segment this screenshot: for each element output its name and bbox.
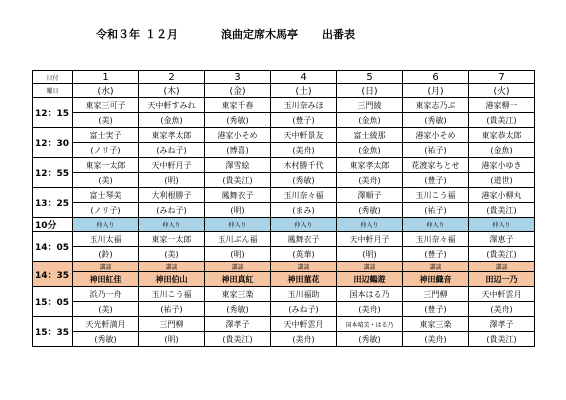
performer-name: 国本はる乃 [337, 287, 403, 302]
intermission-label: 仲入り [271, 218, 337, 232]
accompanist-name: (祐子) [139, 302, 205, 317]
accompanist-name: (金魚) [337, 113, 403, 128]
performer-name: 東家三可子 [73, 98, 139, 113]
day-number: 3 [205, 71, 271, 84]
accompanist-name: (祐子) [403, 203, 469, 218]
intermission-label: 仲入り [205, 218, 271, 232]
accompanist-name: (みね子) [139, 143, 205, 158]
slot-name-row [33, 287, 535, 302]
day-of-week: (火) [469, 84, 535, 98]
performer-name: 鳳舞衣子 [205, 188, 271, 203]
slot-accompanist-row [33, 203, 535, 218]
performer-name: 天中軒雲月 [469, 287, 535, 302]
slot-time: 12：55 [33, 158, 73, 188]
day-of-week: (水) [73, 84, 139, 98]
day-number: 5 [337, 71, 403, 84]
header-date-row [33, 71, 535, 84]
accompanist-name: (豊子) [403, 302, 469, 317]
performer-name: 玉川こう福 [403, 188, 469, 203]
slot-accompanist-row [33, 302, 535, 317]
performer-name: 天中軒雲月 [271, 317, 337, 332]
performer-name: 港家小そめ [205, 128, 271, 143]
accompanist-name: (美舟) [403, 332, 469, 347]
kodan-tag: 講談 [469, 262, 535, 272]
kodan-tag: 講談 [139, 262, 205, 272]
accompanist-name: (豊子) [403, 247, 469, 262]
accompanist-name: (明) [139, 332, 205, 347]
day-number: 2 [139, 71, 205, 84]
weekday-label: 曜日 [33, 84, 73, 98]
slot-accompanist-row [33, 143, 535, 158]
accompanist-name: (美舟) [271, 143, 337, 158]
accompanist-name: (みね子) [139, 203, 205, 218]
performer-name: 東家千春 [205, 98, 271, 113]
accompanist-name: (秀敏) [337, 332, 403, 347]
accompanist-name: (豊子) [403, 173, 469, 188]
performer-name: 澤順子 [337, 188, 403, 203]
accompanist-name: (金魚) [139, 113, 205, 128]
performer-name: 木村勝千代 [271, 158, 337, 173]
performer-name: 澤雪絵 [205, 158, 271, 173]
accompanist-name: (美) [73, 113, 139, 128]
slot-accompanist-row [33, 332, 535, 347]
performer-name: 澤恵子 [469, 232, 535, 247]
performer-name: 玉川福助 [271, 287, 337, 302]
accompanist-name: (ノリ子) [73, 203, 139, 218]
day-of-week: (土) [271, 84, 337, 98]
day-number: 4 [271, 71, 337, 84]
intermission-row [33, 218, 535, 232]
kodan-performer: 神田伯山 [139, 272, 205, 287]
performer-name: 港家小そめ [403, 128, 469, 143]
accompanist-name: (秀敏) [205, 302, 271, 317]
kodan-performer: 神田織音 [403, 272, 469, 287]
accompanist-name: (明) [205, 247, 271, 262]
slot-time: 12：30 [33, 128, 73, 158]
header-weekday-row [33, 84, 535, 98]
accompanist-name: (まみ) [271, 203, 337, 218]
performer-name: 富士綾那 [337, 128, 403, 143]
kodan-tag: 講談 [271, 262, 337, 272]
performer-name: 東家志乃ぶ [403, 98, 469, 113]
accompanist-name: (秀敏) [205, 113, 271, 128]
performer-name: 天中軒月子 [139, 158, 205, 173]
kodan-performer: 神田紅佳 [73, 272, 139, 287]
performer-name: 港家柳一 [469, 98, 535, 113]
accompanist-name: (鈴) [73, 247, 139, 262]
accompanist-name: (金魚) [337, 143, 403, 158]
performer-name: 港家小柳丸 [469, 188, 535, 203]
performer-name: 花渡家ちとせ [403, 158, 469, 173]
accompanist-name: (美) [73, 302, 139, 317]
performer-name: 玉川奈みほ [271, 98, 337, 113]
accompanist-name: (美) [139, 247, 205, 262]
performer-name: 玉川こう福 [139, 287, 205, 302]
performer-name: 東家恭太郎 [469, 128, 535, 143]
accompanist-name: (秀敏) [73, 332, 139, 347]
performer-name: 港家小ゆき [469, 158, 535, 173]
accompanist-name: (明) [205, 203, 271, 218]
kodan-time: 14：35 [33, 262, 73, 287]
accompanist-name: (金魚) [469, 143, 535, 158]
day-of-week: (月) [403, 84, 469, 98]
accompanist-name: (美舟) [271, 332, 337, 347]
kodan-tag: 講談 [337, 262, 403, 272]
slot-name-row [33, 98, 535, 113]
performer-name: 玉川太福 [73, 232, 139, 247]
performer-name: 東家一太郎 [139, 232, 205, 247]
accompanist-name: (秀敏) [271, 173, 337, 188]
accompanist-name: (道世) [469, 173, 535, 188]
accompanist-name: (秀敏) [403, 113, 469, 128]
kodan-performer: 田辺一乃 [469, 272, 535, 287]
intermission-label: 仲入り [73, 218, 139, 232]
day-of-week: (木) [139, 84, 205, 98]
performer-name: 天光軒満月 [73, 317, 139, 332]
slot-name-row [33, 158, 535, 173]
performer-name: 富士実子 [73, 128, 139, 143]
performer-name: 天中軒月子 [337, 232, 403, 247]
slot-name-row [33, 317, 535, 332]
date-label: 日付 [33, 71, 73, 84]
performer-name: 大利根勝子 [139, 188, 205, 203]
kodan-performer: 田辺鶴遊 [337, 272, 403, 287]
title-month: １２月 [145, 28, 178, 41]
kodan-tag: 講談 [403, 262, 469, 272]
accompanist-name: (博喜) [205, 143, 271, 158]
slot-accompanist-row [33, 247, 535, 262]
accompanist-name: (秀敏) [337, 203, 403, 218]
performer-name: 富士琴美 [73, 188, 139, 203]
accompanist-name: (美) [73, 173, 139, 188]
intermission-label: 仲入り [139, 218, 205, 232]
accompanist-name: (ノリ子) [73, 143, 139, 158]
kodan-tag: 講談 [205, 262, 271, 272]
accompanist-name: (貴美江) [469, 247, 535, 262]
performer-name: 玉川奈々福 [403, 232, 469, 247]
performer-name: 東家孝太郎 [139, 128, 205, 143]
performer-name: 国本晴美・はる乃 [337, 317, 403, 332]
slot-name-row [33, 188, 535, 203]
slot-time: 14：05 [33, 232, 73, 262]
day-number: 6 [403, 71, 469, 84]
title-kind: 出番表 [322, 28, 355, 41]
accompanist-name: (美舟) [337, 302, 403, 317]
performer-name: 東家一太郎 [73, 158, 139, 173]
slot-accompanist-row [33, 113, 535, 128]
performer-name: 天中軒すみれ [139, 98, 205, 113]
day-of-week: (日) [337, 84, 403, 98]
performer-name: 東家孝太郎 [337, 158, 403, 173]
day-number: 7 [469, 71, 535, 84]
kodan-tag-row [33, 262, 535, 272]
performer-name: 三門綾 [337, 98, 403, 113]
performer-name: 澤孝子 [469, 317, 535, 332]
performer-name: 澤孝子 [205, 317, 271, 332]
slot-time: 15：05 [33, 287, 73, 317]
accompanist-name: (美舟) [469, 302, 535, 317]
accompanist-name: (豊子) [271, 113, 337, 128]
accompanist-name: (貴美江) [469, 113, 535, 128]
performer-name: 浜乃一舟 [73, 287, 139, 302]
accompanist-name: (貴美江) [205, 173, 271, 188]
schedule-table [32, 70, 535, 347]
accompanist-name: (明) [139, 173, 205, 188]
accompanist-name: (みね子) [271, 302, 337, 317]
accompanist-name: (英華) [271, 247, 337, 262]
slot-time: 15：35 [33, 317, 73, 347]
slot-time: 12：15 [33, 98, 73, 128]
intermission-label: 仲入り [403, 218, 469, 232]
accompanist-name: (明) [337, 247, 403, 262]
performer-name: 天中軒景友 [271, 128, 337, 143]
intermission-label: 仲入り [469, 218, 535, 232]
performer-name: 三門柳 [403, 287, 469, 302]
performer-name: 東家三楽 [205, 287, 271, 302]
performer-name: 玉川奈々福 [271, 188, 337, 203]
performer-name: 鳳舞衣子 [271, 232, 337, 247]
performer-name: 三門柳 [139, 317, 205, 332]
title-era: 令和３年 [96, 28, 140, 41]
intermission-duration: 10分 [33, 218, 73, 232]
slot-name-row [33, 232, 535, 247]
day-of-week: (金) [205, 84, 271, 98]
day-number: 1 [73, 71, 139, 84]
accompanist-name: (貴美江) [469, 332, 535, 347]
accompanist-name: (美舟) [337, 173, 403, 188]
accompanist-name: (貴美江) [205, 332, 271, 347]
intermission-label: 仲入り [337, 218, 403, 232]
kodan-performer: 神田真紅 [205, 272, 271, 287]
kodan-performer: 神田菫花 [271, 272, 337, 287]
slot-time: 13：25 [33, 188, 73, 218]
performer-name: 玉川ぶん福 [205, 232, 271, 247]
slot-accompanist-row [33, 173, 535, 188]
accompanist-name: (祐子) [403, 143, 469, 158]
sheet-title [0, 26, 566, 40]
kodan-name-row [33, 272, 535, 287]
kodan-tag: 講談 [73, 262, 139, 272]
slot-name-row [33, 128, 535, 143]
accompanist-name: (貴美江) [469, 203, 535, 218]
title-venue: 浪曲定席木馬亭 [221, 28, 298, 41]
performer-name: 東家三楽 [403, 317, 469, 332]
